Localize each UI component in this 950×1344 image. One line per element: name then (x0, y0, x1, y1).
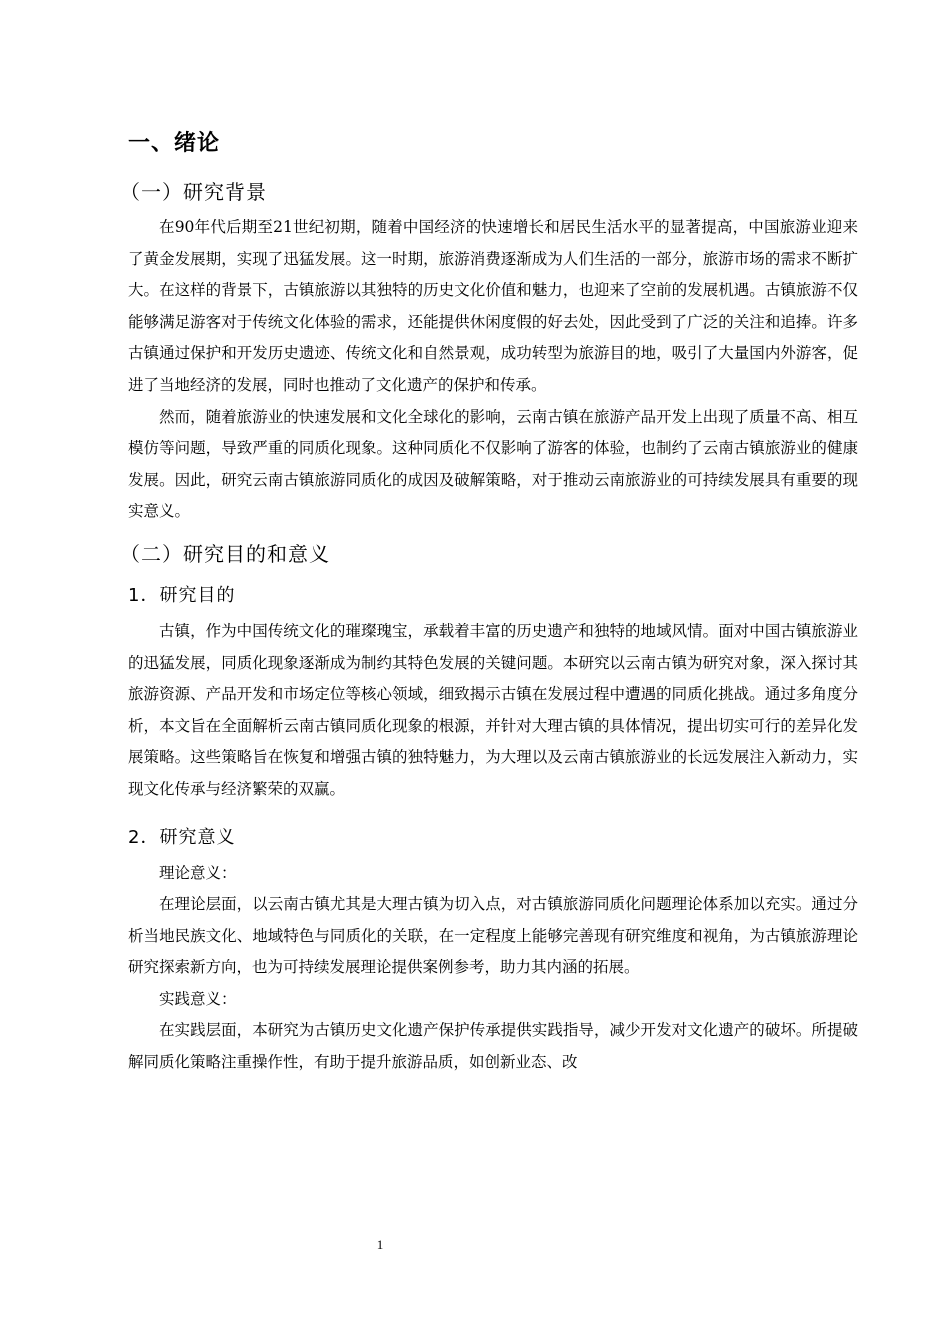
chapter-heading: 一、绪论 (128, 131, 221, 156)
paragraph-practice: 在实践层面，本研究为古镇历史文化遗产保护传承提供实践指导，减少开发对文化遗产的破坏。所提破解同质化策略注重操作性，有助于提升旅游品质，如创新业态、改 (128, 1021, 858, 1072)
paragraph-purpose: 古镇，作为中国传统文化的璀璨瑰宝，承载着丰富的历史遗产和独特的地域风情。面对中国古镇旅游业的迅猛发展，同质化现象逐渐成为制约其特色发展的关键问题。本研究以云南古镇为研究对象，深入探讨其旅游资源、产品开发和市场定位等核心领域，细致揭示古镇在发展过程中遭遇的同质化挑战。通过多角度分析，本文旨在全面解析云南古镇同质化现象的根源，并针对大理古镇的具体情况，提出切实可行的差异化发展策略。这些策略旨在恢复和增强古镇的独特魅力，为大理以及云南古镇旅游业的长远发展注入新动力，实现文化传承与经济繁荣的双赢。 (128, 621, 858, 798)
page-number: 1 (376, 1237, 384, 1252)
label-practice: 实践意义： (159, 989, 237, 1008)
paragraph-background-1: 在90年代后期至21世纪初期，随着中国经济的快速增长和居民生活水平的显著提高，中国旅游业迎来了黄金发展期，实现了迅猛发展。这一时期，旅游消费逐渐成为人们生活的一部分，旅游市场的需求不断扩大。在这样的背景下，古镇旅游以其独特的历史文化价值和魅力，也迎来了空前的发展机遇。古镇旅游不仅能够满足游客对于传统文化体验的需求，还能提供休闲度假的好去处，因此受到了广泛的关注和追捧。许多古镇通过保护和开发历史遗迹、传统文化和自然景观，成功转型为旅游目的地，吸引了大量国内外游客，促进了当地经济的发展，同时也推动了文化遗产的保护和传承。 (128, 218, 858, 394)
subsection-heading-significance: 2．研究意义 (128, 826, 236, 848)
section-heading-purpose: （二）研究目的和意义 (120, 541, 330, 566)
page-body (120, 122, 858, 1079)
paragraph-theory: 在理论层面，以云南古镇尤其是大理古镇为切入点，对古镇旅游同质化问题理论体系加以充实。通过分析当地民族文化、地域特色与同质化的关联，在一定程度上能够完善现有研究维度和视角，为古镇旅游理论研究探索新方向，也为可持续发展理论提供案例参考，助力其内涵的拓展。 (128, 895, 858, 977)
section-heading-background: （一）研究背景 (120, 180, 267, 204)
subsection-heading-purpose: 1．研究目的 (128, 584, 236, 606)
label-theory: 理论意义： (159, 863, 237, 882)
paragraph-background-2: 然而，随着旅游业的快速发展和文化全球化的影响，云南古镇在旅游产品开发上出现了质量不高、相互模仿等问题，导致严重的同质化现象。这种同质化不仅影响了游客的体验，也制约了云南古镇旅游业的健康发展。因此，研究云南古镇旅游同质化的成因及破解策略，对于推动云南旅游业的可持续发展具有重要的现实意义。 (128, 407, 858, 521)
